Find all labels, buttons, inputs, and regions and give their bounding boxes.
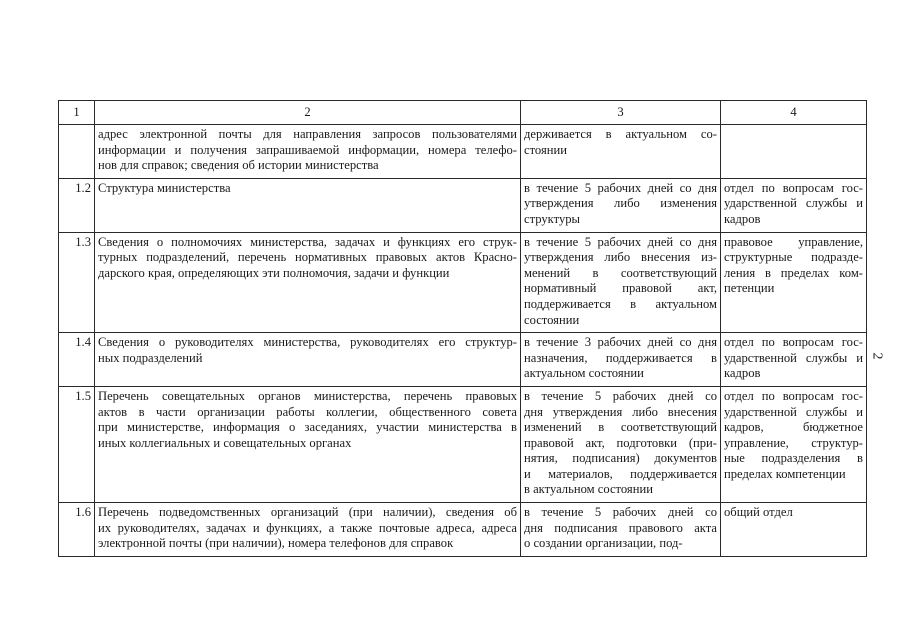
cell-line: о создании организации, под- — [524, 536, 683, 551]
cell-line: дня подписания правового акта — [524, 520, 717, 535]
table-row — [59, 232, 867, 333]
document-table — [58, 100, 867, 557]
cell-line: поддерживается в актуальном — [524, 296, 717, 311]
cell-line: турных подразделений, перечень нормативных правовых актов Красно- — [98, 250, 517, 265]
cell-line: адрес электронной почты для направления запросов пользователями — [98, 127, 517, 141]
cell-line: назначения, поддерживается в — [524, 350, 717, 365]
cell-line: Сведения о полномочиях министерства, задачах и функциях его струк- — [98, 234, 517, 249]
cell-line: пределах компетенции — [724, 466, 846, 481]
cell-line: правовой акт, подготовки (при- — [524, 435, 717, 450]
cell-line: в течение 5 рабочих дней со — [524, 505, 717, 520]
cell-line: менений в соответствующий — [524, 265, 717, 280]
cell-line: кадров, бюджетное — [724, 420, 863, 435]
cell-line: актуальном состоянии — [524, 366, 644, 381]
cell-line: отдел по вопросам гос- — [724, 180, 863, 195]
header-cell-1: 1 — [59, 101, 95, 125]
row-responsible — [721, 178, 867, 232]
row-responsible — [721, 333, 867, 387]
row-number: 1.6 — [59, 503, 95, 557]
cell-line: дня утверждения либо внесения — [524, 404, 717, 419]
table-row — [59, 125, 867, 179]
cell-line: Структура министерства — [98, 180, 231, 195]
cell-line: Сведения о руководителях министерства, руководителях его структур- — [98, 335, 517, 350]
header-cell-3: 3 — [521, 101, 721, 125]
row-deadline — [521, 333, 721, 387]
cell-line: нов для справок; сведения об истории министерства — [98, 158, 379, 173]
row-number: 1.4 — [59, 333, 95, 387]
cell-line: электронной почты (при наличии), номера телефонов для справок — [98, 536, 454, 551]
header-cell-4: 4 — [721, 101, 867, 125]
cell-line: стоянии — [524, 142, 567, 157]
cell-line: кадров — [724, 366, 761, 381]
row-number — [59, 125, 95, 179]
row-responsible — [721, 232, 867, 333]
cell-line: иных коллегиальных и совещательных органах — [98, 435, 352, 450]
cell-line: ударственной службы и — [724, 404, 863, 419]
cell-line: при министерстве, информация о заседаниях, участии министерства в — [98, 420, 517, 435]
cell-line: утверждения либо внесения из- — [524, 250, 717, 265]
row-description — [95, 386, 521, 502]
cell-line: в актуальном состоянии — [524, 482, 653, 497]
cell-line: общий отдел — [724, 505, 793, 520]
row-deadline — [521, 503, 721, 557]
row-responsible — [721, 125, 867, 179]
row-description — [95, 232, 521, 333]
table-row — [59, 386, 867, 502]
header-cell-2: 2 — [95, 101, 521, 125]
cell-line: отдел по вопросам гос- — [724, 388, 863, 403]
row-description — [95, 333, 521, 387]
row-deadline — [521, 386, 721, 502]
row-responsible — [721, 386, 867, 502]
cell-line: актов в части организации работы коллегии, общественного совета — [98, 404, 517, 419]
table-row — [59, 333, 867, 387]
row-description — [95, 178, 521, 232]
cell-line: управление, структур- — [724, 435, 863, 450]
row-number: 1.5 — [59, 386, 95, 502]
cell-line: ления в пределах ком- — [724, 265, 863, 280]
table-row — [59, 178, 867, 232]
cell-line: ные подразделения в — [724, 451, 863, 466]
cell-line: ударственной службы и — [724, 196, 863, 211]
cell-line: информации и получения запрашиваемой информации, номера телефо- — [98, 142, 517, 157]
cell-line: Перечень совещательных органов министерства, перечень правовых — [98, 388, 517, 403]
cell-line: состоянии — [524, 312, 580, 327]
cell-line: и материалов, поддерживается — [524, 466, 717, 481]
row-deadline — [521, 125, 721, 179]
page-number: 2 — [869, 352, 885, 360]
cell-line: в течение 3 рабочих дней со дня — [524, 335, 717, 350]
cell-line: дарского края, определяющих эти полномочия, задачи и функции — [98, 265, 450, 280]
cell-line: утверждения либо изменения — [524, 196, 717, 211]
cell-line: кадров — [724, 211, 761, 226]
cell-line: отдел по вопросам гос- — [724, 335, 863, 350]
cell-line: ных подразделений — [98, 350, 203, 365]
cell-line: в течение 5 рабочих дней со дня — [524, 234, 717, 249]
row-description — [95, 125, 521, 179]
cell-line: изменений в соответствующий — [524, 420, 717, 435]
cell-line: правовое управление, — [724, 234, 863, 249]
cell-line: в течение 5 рабочих дней со — [524, 388, 717, 403]
cell-line: их руководителях, задачах и функциях, а также почтовые адреса, адреса — [98, 520, 517, 535]
cell-line: структуры — [524, 211, 581, 226]
row-number: 1.2 — [59, 178, 95, 232]
row-deadline — [521, 178, 721, 232]
row-description — [95, 503, 521, 557]
cell-line: петенции — [724, 281, 775, 296]
table-header-row — [59, 101, 867, 125]
cell-line: держивается в актуальном со- — [524, 127, 717, 141]
cell-line: Перечень подведомственных организаций (при наличии), сведения об — [98, 505, 517, 520]
table-row — [59, 503, 867, 557]
row-number: 1.3 — [59, 232, 95, 333]
row-responsible — [721, 503, 867, 557]
cell-line: структурные подразде- — [724, 250, 863, 265]
cell-line: ударственной службы и — [724, 350, 863, 365]
cell-line: нятия, подписания) документов — [524, 451, 717, 466]
cell-line: нормативный правовой акт, — [524, 281, 717, 296]
cell-line: в течение 5 рабочих дней со дня — [524, 180, 717, 195]
row-deadline — [521, 232, 721, 333]
